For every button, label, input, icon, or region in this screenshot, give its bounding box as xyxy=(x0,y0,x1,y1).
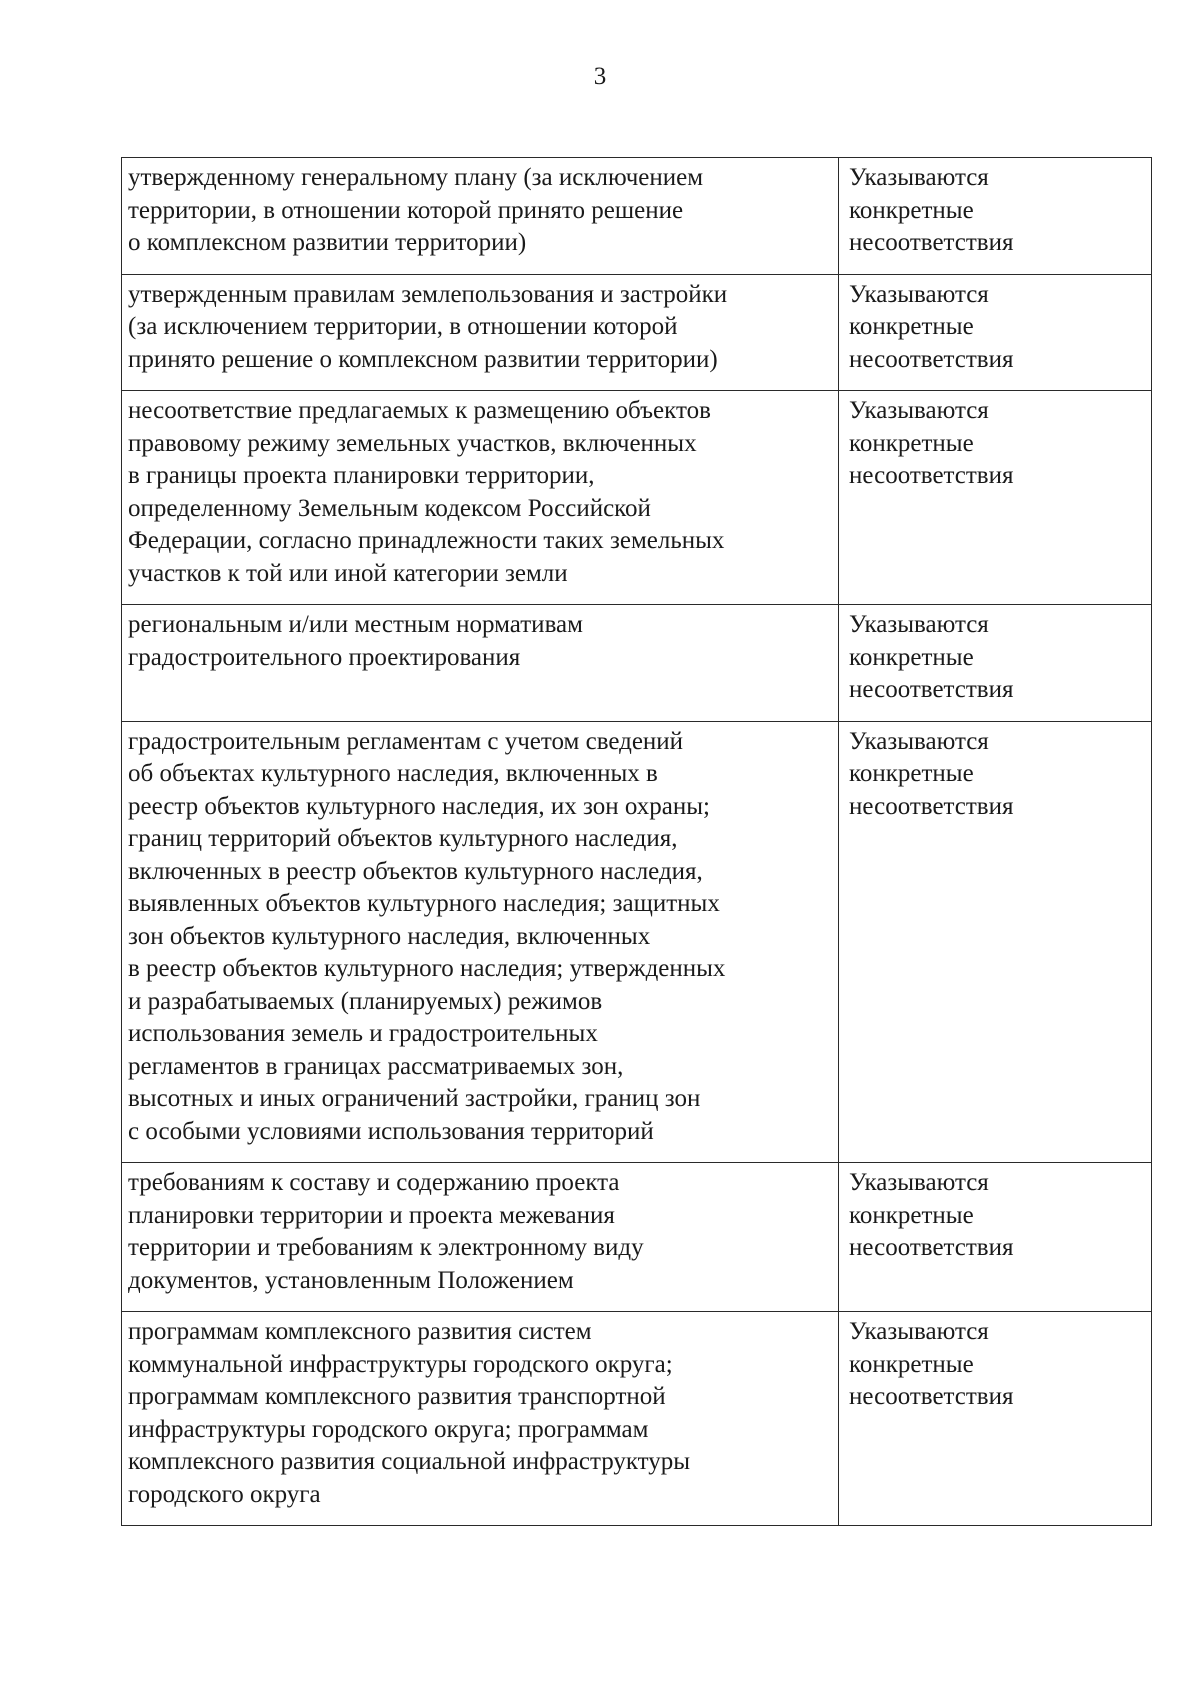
requirement-cell xyxy=(122,274,839,391)
requirement-text-line: в реестр объектов культурного наследия; утвержденных xyxy=(128,955,726,982)
requirement-text-line: (за исключением территории, в отношении которой xyxy=(128,313,678,340)
note-text-line: несоответствия xyxy=(849,462,1014,489)
note-text-line: Указываются xyxy=(849,611,989,638)
requirement-text-line: использования земель и градостроительных xyxy=(128,1020,598,1047)
note-text-line: конкретные xyxy=(849,1201,974,1229)
note-text-line: конкретные xyxy=(849,643,974,671)
note-cell xyxy=(839,391,1152,605)
page-number: 3 xyxy=(593,63,607,90)
note-cell xyxy=(839,1163,1152,1312)
requirement-text-line: определенному Земельным кодексом Российской xyxy=(128,494,651,522)
note-text-line: конкретные xyxy=(849,760,974,787)
table-row xyxy=(122,391,1152,605)
note-text-line: несоответствия xyxy=(849,792,1014,820)
requirement-text-line: выявленных объектов культурного наследия; защитных xyxy=(128,890,720,917)
note-text-line: конкретные xyxy=(849,1350,974,1378)
table-row xyxy=(122,1312,1152,1526)
requirement-text-line: принято решение о комплексном развитии территории) xyxy=(128,345,718,373)
requirement-text-line: городского округа xyxy=(128,1480,321,1508)
requirement-text-line: документов, установленным Положением xyxy=(128,1266,574,1294)
requirement-text-line: в границы проекта планировки территории, xyxy=(128,462,595,489)
requirement-text-line: несоответствие предлагаемых к размещению объектов xyxy=(128,397,711,424)
requirement-cell xyxy=(122,605,839,722)
note-cell xyxy=(839,158,1152,275)
table-row xyxy=(122,274,1152,391)
note-text-line: несоответствия xyxy=(849,1383,1014,1410)
table-body xyxy=(122,158,1152,1526)
table-row xyxy=(122,1163,1152,1312)
requirement-text-line: градостроительного проектирования xyxy=(128,643,521,671)
requirement-cell xyxy=(122,721,839,1163)
note-text-line: несоответствия xyxy=(849,676,1014,703)
requirement-text-line: правовому режиму земельных участков, включенных xyxy=(128,429,697,457)
requirement-text-line: Федерации, согласно принадлежности таких земельных xyxy=(128,527,725,554)
table-row xyxy=(122,158,1152,275)
note-text-line: несоответствия xyxy=(849,229,1014,256)
requirement-text-line: об объектах культурного наследия, включенных в xyxy=(128,760,658,787)
requirement-text-line: планировки территории и проекта межевания xyxy=(128,1201,615,1229)
requirement-text-line: программам комплексного развития транспортной xyxy=(128,1383,666,1410)
requirement-cell xyxy=(122,1163,839,1312)
requirement-text-line: высотных и иных ограничений застройки, границ зон xyxy=(128,1085,701,1112)
note-text-line: Указываются xyxy=(849,164,989,191)
requirement-cell xyxy=(122,1312,839,1526)
requirement-text-line: коммунальной инфраструктуры городского округа; xyxy=(128,1350,673,1378)
requirement-text-line: инфраструктуры городского округа; программам xyxy=(128,1415,649,1443)
requirement-text-line: и разрабатываемых (планируемых) режимов xyxy=(128,987,603,1015)
requirement-text-line: требованиям к составу и содержанию проекта xyxy=(128,1169,620,1196)
requirement-text-line: включенных в реестр объектов культурного наследия, xyxy=(128,857,703,885)
requirement-text-line: с особыми условиями использования территорий xyxy=(128,1117,654,1145)
note-cell xyxy=(839,605,1152,722)
discrepancy-table xyxy=(121,157,1152,1526)
note-cell xyxy=(839,1312,1152,1526)
table-row xyxy=(122,721,1152,1163)
note-text-line: несоответствия xyxy=(849,1234,1014,1261)
requirement-text-line: территории, в отношении которой принято решение xyxy=(128,196,684,224)
requirement-text-line: о комплексном развитии территории) xyxy=(128,229,527,256)
note-text-line: Указываются xyxy=(849,1318,989,1345)
requirement-text-line: утвержденному генеральному плану (за исключением xyxy=(128,164,704,191)
requirement-text-line: регламентов в границах рассматриваемых зон, xyxy=(128,1052,624,1080)
note-cell xyxy=(839,721,1152,1163)
note-text-line: Указываются xyxy=(849,397,989,424)
note-text-line: Указываются xyxy=(849,280,989,308)
requirement-text-line: зон объектов культурного наследия, включенных xyxy=(128,922,651,950)
requirement-text-line: региональным и/или местным нормативам xyxy=(128,611,583,638)
note-text-line: Указываются xyxy=(849,727,989,755)
note-text-line: конкретные xyxy=(849,196,974,224)
requirement-cell xyxy=(122,391,839,605)
requirement-text-line: утвержденным правилам землепользования и застройки xyxy=(128,280,728,308)
requirement-text-line: участков к той или иной категории земли xyxy=(128,559,568,587)
requirement-cell xyxy=(122,158,839,275)
note-cell xyxy=(839,274,1152,391)
table-row xyxy=(122,605,1152,722)
note-text-line: Указываются xyxy=(849,1169,989,1196)
note-text-line: конкретные xyxy=(849,429,974,457)
requirement-text-line: градостроительным регламентам с учетом сведений xyxy=(128,727,684,755)
requirement-text-line: комплексного развития социальной инфраструктуры xyxy=(128,1448,691,1475)
requirement-text-line: территории и требованиям к электронному виду xyxy=(128,1234,644,1261)
note-text-line: несоответствия xyxy=(849,345,1014,373)
requirement-text-line: границ территорий объектов культурного наследия, xyxy=(128,825,678,852)
requirement-text-line: реестр объектов культурного наследия, их зон охраны; xyxy=(128,792,710,820)
note-text-line: конкретные xyxy=(849,313,974,340)
requirement-text-line: программам комплексного развития систем xyxy=(128,1318,592,1345)
